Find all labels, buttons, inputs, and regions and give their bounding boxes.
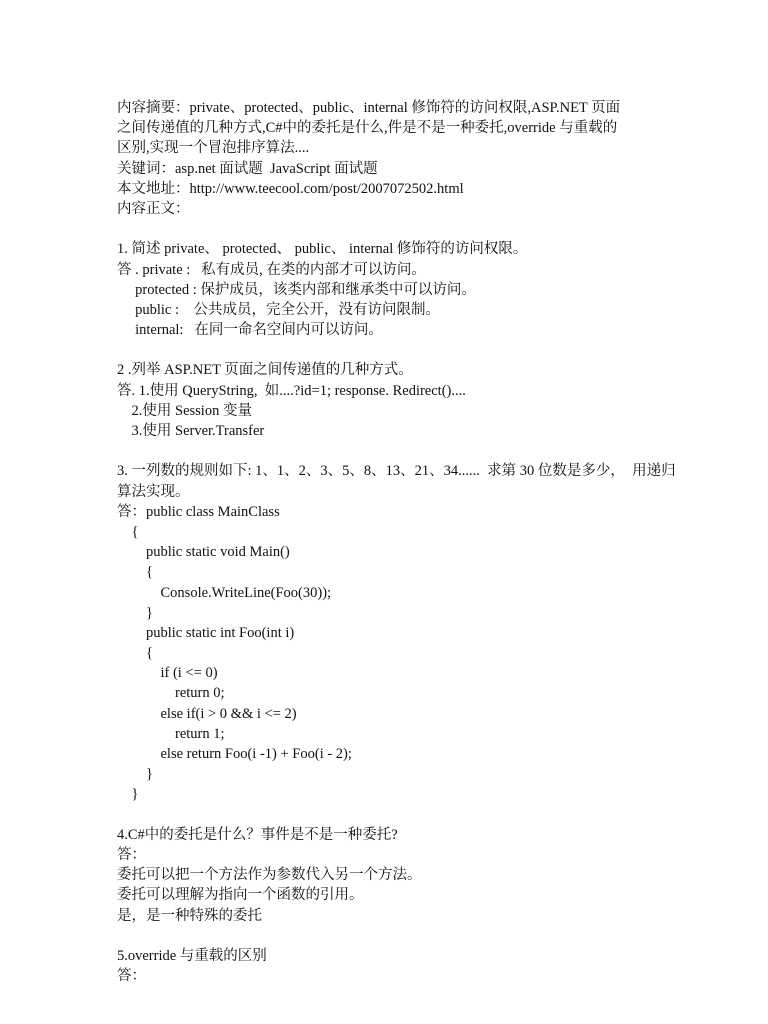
text-line: return 1; xyxy=(117,725,225,742)
text-line: 答：public class MainClass xyxy=(117,503,280,520)
text-line: public static int Foo(int i) xyxy=(117,624,295,641)
text-line: internal: 在同一命名空间内可以访问。 xyxy=(117,322,383,339)
text-line: 1. 简述 private、 protected、 public、 internal 修饰符的访问权限。 xyxy=(117,241,528,258)
text-line: public static void Main() xyxy=(117,544,290,561)
text-line: 答. 1.使用 QueryString, 如....?id=1; response. Redirect().... xyxy=(117,382,466,399)
text-line: 委托可以把一个方法作为参数代入另一个方法。 xyxy=(117,867,422,884)
text-line: 5.override 与重载的区别 xyxy=(117,947,267,964)
text-line: 关键词：asp.net 面试题 JavaScript 面试题 xyxy=(117,160,378,177)
text-line: protected : 保护成员，该类内部和继承类中可以访问。 xyxy=(117,281,476,298)
text-line: else return Foo(i -1) + Foo(i - 2); xyxy=(117,746,352,762)
text-line: 答： xyxy=(117,968,146,985)
blank-line xyxy=(117,805,677,825)
text-line: 内容摘要：private、protected、public、internal 修饰符的访问权限,ASP.NET 页面 xyxy=(117,100,621,116)
text-line: 4.C#中的委托是什么？事件是不是一种委托? xyxy=(117,826,398,843)
text-line: 之间传递值的几种方式,C#中的委托是什么,件是不是一种委托,override 与重载的 xyxy=(117,120,618,137)
blank-line xyxy=(117,219,677,239)
blank-line xyxy=(117,926,677,946)
text-line: } xyxy=(117,604,153,621)
text-line: 本文地址：http://www.teecool.com/post/2007072502.html xyxy=(117,180,464,197)
blank-line xyxy=(117,340,677,360)
text-line: 2.使用 Session 变量 xyxy=(117,402,252,419)
document-body xyxy=(117,98,677,986)
text-line: Console.WriteLine(Foo(30)); xyxy=(117,584,332,601)
blank-line xyxy=(117,441,677,461)
text-line: else if(i > 0 && i <= 2) xyxy=(117,705,297,722)
text-line: { xyxy=(117,564,153,581)
text-line: { xyxy=(117,645,153,662)
text-line: 3. 一列数的规则如下: 1、1、2、3、5、8、13、21、34...... 求第 30 位数是多少， 用递归 xyxy=(117,463,676,480)
text-line: 算法实现。 xyxy=(117,483,190,500)
text-line: 答： xyxy=(117,846,146,863)
text-line: 3.使用 Server.Transfer xyxy=(117,423,265,439)
text-line: 内容正文： xyxy=(117,200,190,217)
text-line: 是，是一种特殊的委托 xyxy=(117,907,262,924)
text-line: } xyxy=(117,786,139,803)
text-line: { xyxy=(117,523,139,540)
text-line: return 0; xyxy=(117,685,225,702)
text-line: public : 公共成员，完全公开，没有访问限制。 xyxy=(117,301,441,318)
text-line: 答 . private : 私有成员, 在类的内部才可以访问。 xyxy=(117,261,426,278)
text-line: 区别,实现一个冒泡排序算法.... xyxy=(117,140,310,157)
text-line: } xyxy=(117,766,153,783)
text-line: 委托可以理解为指向一个函数的引用。 xyxy=(117,887,364,904)
text-line: if (i <= 0) xyxy=(117,665,218,682)
text-line: 2 .列举 ASP.NET 页面之间传递值的几种方式。 xyxy=(117,362,413,379)
